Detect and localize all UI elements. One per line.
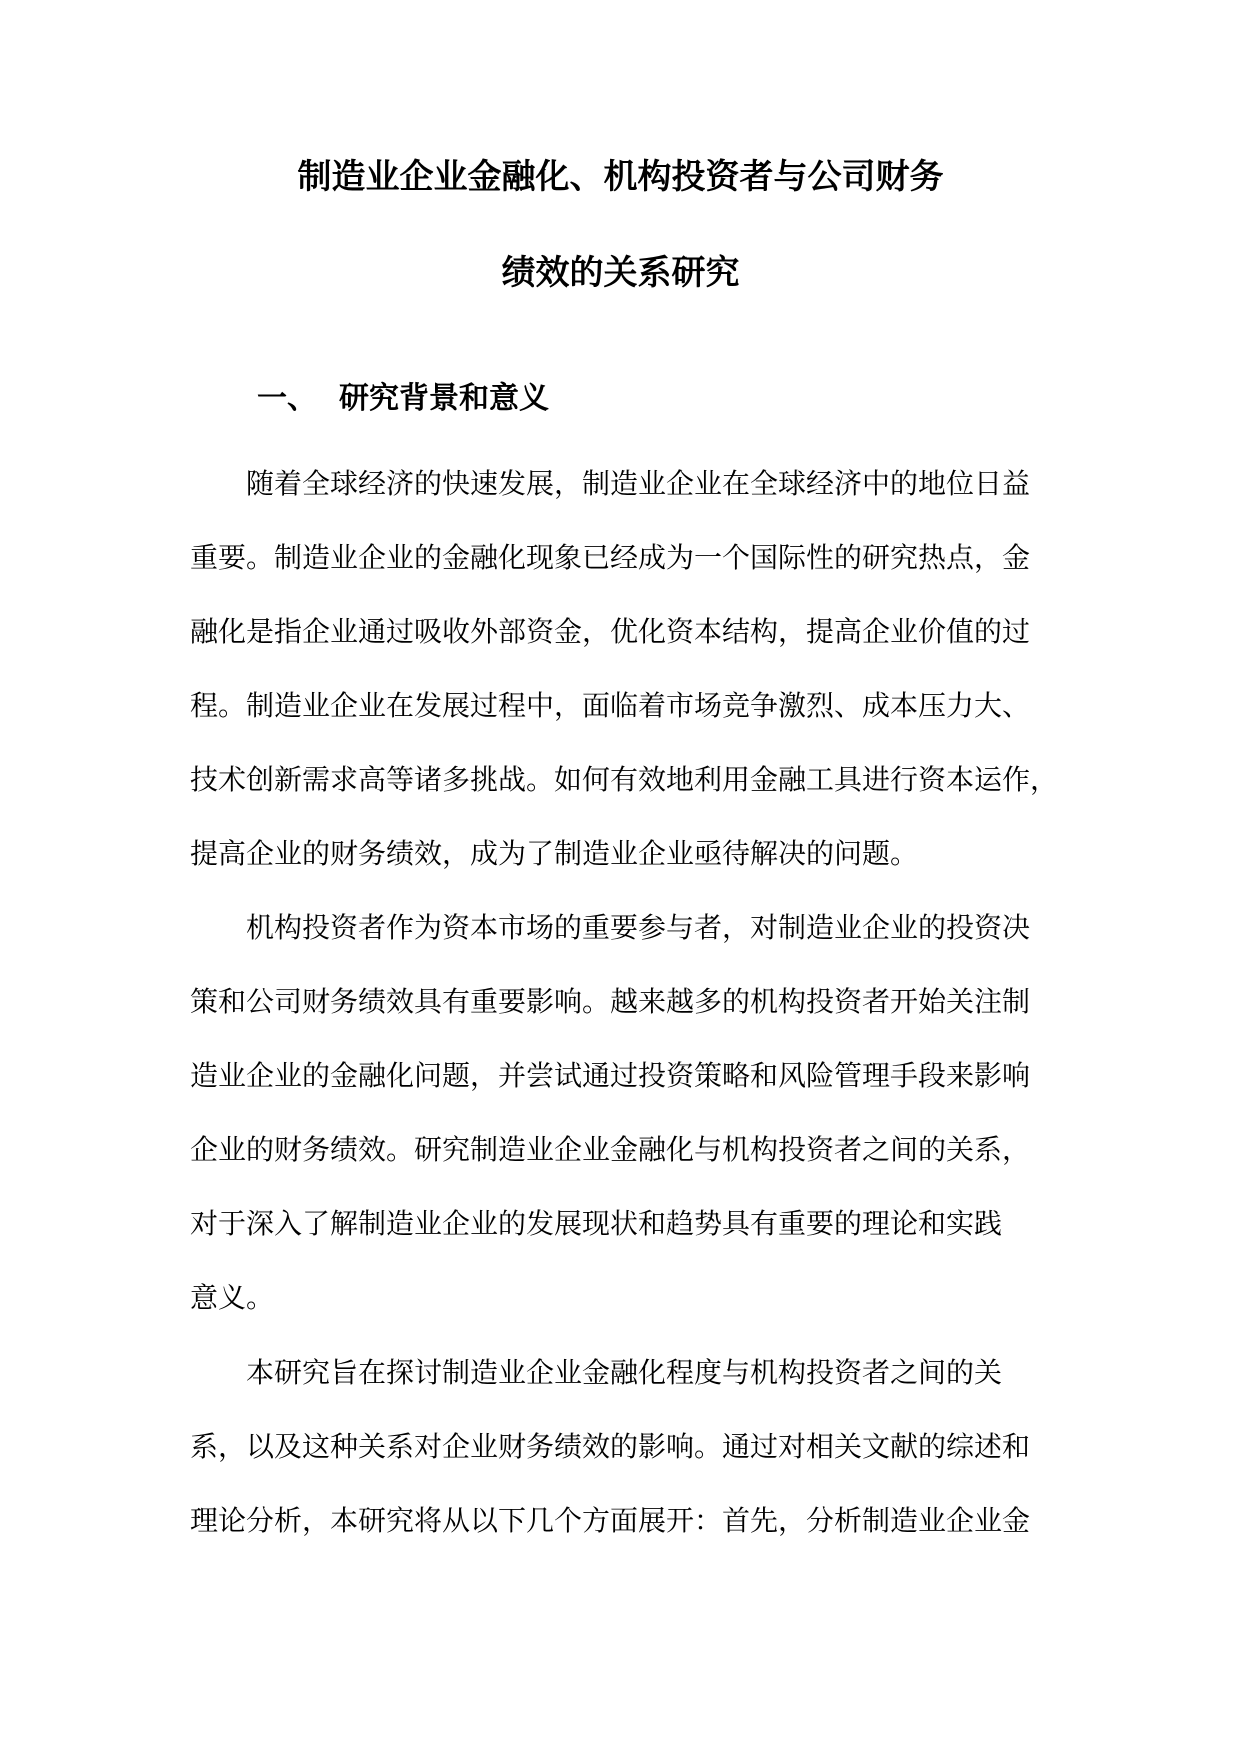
document-title-line-2: 绩效的关系研究 xyxy=(501,253,740,293)
paragraph-1-line-2: 重要。制造业企业的金融化现象已经成为一个国际性的研究热点，金 xyxy=(190,541,1031,574)
paragraph-3-line-3: 理论分析，本研究将从以下几个方面展开：首先，分析制造业企业金 xyxy=(190,1504,1031,1537)
paragraph-2-line-6: 意义。 xyxy=(190,1281,275,1314)
paragraph-3-line-2: 系，以及这种关系对企业财务绩效的影响。通过对相关文献的综述和 xyxy=(190,1430,1031,1463)
section-number: 一、 xyxy=(257,381,317,416)
paragraph-2-line-3: 造业企业的金融化问题，并尝试通过投资策略和风险管理手段来影响 xyxy=(190,1059,1031,1092)
paragraph-1-line-3: 融化是指企业通过吸收外部资金，优化资本结构，提高企业价值的过 xyxy=(190,615,1031,648)
paragraph-1-line-6: 提高企业的财务绩效，成为了制造业企业亟待解决的问题。 xyxy=(190,837,919,870)
paragraph-2-line-5: 对于深入了解制造业企业的发展现状和趋势具有重要的理论和实践 xyxy=(190,1207,1003,1240)
paragraph-2-line-1: 机构投资者作为资本市场的重要参与者，对制造业企业的投资决 xyxy=(246,911,1031,944)
paragraph-1-line-1: 随着全球经济的快速发展，制造业企业在全球经济中的地位日益 xyxy=(246,467,1031,500)
section-heading xyxy=(257,381,549,417)
paragraph-1-line-5: 技术创新需求高等诸多挑战。如何有效地利用金融工具进行资本运作， xyxy=(190,763,1059,796)
paragraph-3-line-1: 本研究旨在探讨制造业企业金融化程度与机构投资者之间的关 xyxy=(246,1356,1003,1389)
paragraph-2-line-2: 策和公司财务绩效具有重要影响。越来越多的机构投资者开始关注制 xyxy=(190,985,1031,1018)
section-title: 研究背景和意义 xyxy=(339,381,549,416)
paragraph-1-line-4: 程。制造业企业在发展过程中，面临着市场竞争激烈、成本压力大、 xyxy=(190,689,1031,722)
document-title-line-1: 制造业企业金融化、机构投资者与公司财务 xyxy=(297,157,944,197)
paragraph-2-line-4: 企业的财务绩效。研究制造业企业金融化与机构投资者之间的关系， xyxy=(190,1133,1031,1166)
